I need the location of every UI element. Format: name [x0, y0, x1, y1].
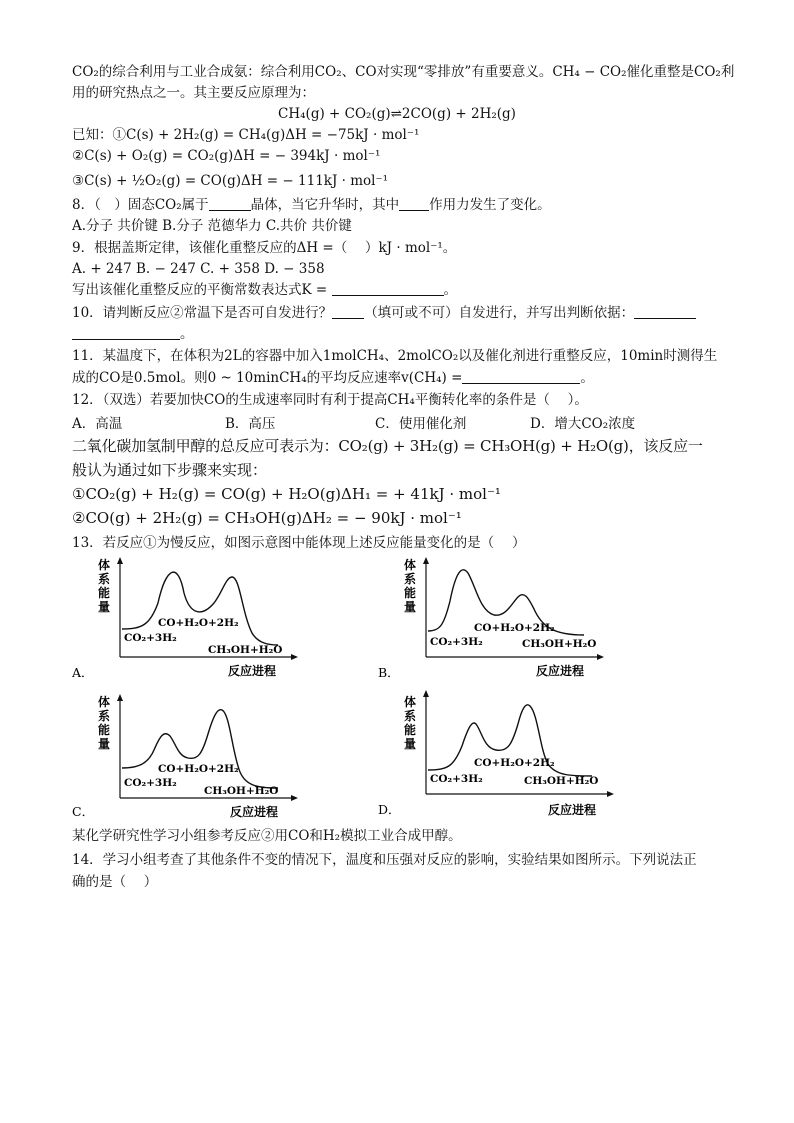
known-reaction-1: 已知：①C(s) + 2H₂(g) = CH₄(g)ΔH = −75kJ · mol⁻¹	[72, 127, 420, 143]
diagram-d-ylabel-1: 体	[404, 695, 417, 709]
question-8	[72, 195, 722, 215]
q12-option-c: C．使用催化剂	[375, 416, 467, 432]
diagram-b-product: CH₃OH+H₂O	[522, 638, 597, 650]
q10-stem-b: （填可或不可）自发进行，并写出判断依据：	[364, 305, 635, 321]
diagram-b-reactant: CO₂+3H₂	[430, 636, 483, 648]
diagram-c-ylabel-2: 系	[98, 709, 111, 723]
q10-blank-3[interactable]	[72, 325, 180, 340]
q10-line-2	[72, 324, 722, 344]
q10-end: 。	[180, 326, 194, 342]
question-9: 9．根据盖斯定律，该催化重整反应的ΔH =（ ）kJ · mol⁻¹。	[72, 240, 457, 256]
diagram-a-y-arrow	[117, 557, 123, 564]
energy-diagram-b	[378, 553, 618, 683]
section3-line-1: 某化学研究性学习小组参考反应②用CO和H₂模拟工业合成甲醇。	[72, 828, 462, 844]
energy-diagram-c	[72, 690, 312, 820]
diagram-d-ylabel-4: 量	[404, 737, 417, 751]
diagram-b-ylabel-3: 能	[404, 586, 417, 600]
section2-line-2: 般认为通过如下步骤来实现：	[72, 461, 268, 479]
diagram-d-x-arrow	[607, 791, 614, 797]
intro-line-2: 用的研究热点之一。其主要反应原理为：	[72, 85, 315, 101]
diagram-a-ylabel-3: 能	[98, 586, 111, 600]
question-13: 13．若反应①为慢反应，如图示意图中能体现上述反应能量变化的是（ ）	[72, 535, 526, 551]
diagram-d-letter: D．	[378, 802, 401, 817]
q11-line-2	[72, 368, 722, 388]
diagram-d-ylabel-2: 系	[404, 709, 417, 723]
question-12: 12．（双选）若要加快CO的生成速率同时有利于提高CH₄平衡转化率的条件是（ ）。	[72, 392, 588, 408]
diagram-b-x-arrow	[597, 654, 604, 660]
diagram-b-intermediate: CO+H₂O+2H₂	[474, 622, 555, 634]
diagram-c-reactant: CO₂+3H₂	[124, 777, 177, 789]
diagram-c-xlabel: 反应进程	[230, 805, 279, 819]
diagram-c-product: CH₃OH+H₂O	[204, 785, 279, 797]
diagram-b-y-arrow	[423, 557, 429, 564]
diagram-d-intermediate: CO+H₂O+2H₂	[474, 757, 555, 769]
section2-step-2: ②CO(g) + 2H₂(g) = CH₃OH(g)ΔH₂ = − 90kJ · mol⁻¹	[72, 509, 462, 527]
diagram-d-reactant: CO₂+3H₂	[430, 773, 483, 785]
q9-k-blank[interactable]	[332, 281, 444, 296]
known-reaction-3: ③C(s) + ½O₂(g) = CO(g)ΔH = − 111kJ · mol⁻¹	[72, 173, 389, 189]
section2-line-1: 二氧化碳加氢制甲醇的总反应可表示为：CO₂(g) + 3H₂(g) = CH₃OH(g) + H₂O(g)，该反应一	[72, 437, 703, 455]
q14-line-1: 14．学习小组考查了其他条件不变的情况下，温度和压强对反应的影响，实验结果如图所示。下列说法正	[72, 852, 697, 868]
diagram-a-reactant: CO₂+3H₂	[124, 632, 177, 644]
diagram-c-letter: C．	[72, 804, 95, 819]
q12-option-d: D．增大CO₂浓度	[530, 416, 636, 432]
diagram-d-product: CH₃OH+H₂O	[524, 775, 599, 787]
diagram-c-x-arrow	[291, 795, 298, 801]
q8-stem-b: 晶体，当它升华时，其中	[250, 197, 400, 213]
question-10	[72, 303, 722, 323]
q11-line-1: 11．某温度下，在体积为2L的容器中加入1molCH₄、2molCO₂以及催化剂进行重整反应，10min时测得生	[72, 348, 718, 364]
main-equation: CH₄(g) + CO₂(g)⇌2CO(g) + 2H₂(g)	[278, 106, 516, 122]
q8-stem-c: 作用力发生了变化。	[429, 197, 551, 213]
diagram-a-xlabel: 反应进程	[228, 664, 277, 678]
diagram-c-ylabel-4: 量	[98, 737, 111, 751]
diagram-a-ylabel-4: 量	[98, 600, 111, 614]
q9-k-expression	[72, 280, 722, 300]
q11-blank[interactable]	[462, 369, 580, 384]
q8-blank-1[interactable]	[209, 196, 251, 211]
q9-options: A. + 247 B. − 247 C. + 358 D. − 358	[72, 261, 325, 277]
q14-line-2: 确的是（ ）	[72, 874, 158, 890]
diagram-c-intermediate: CO+H₂O+2H₂	[158, 763, 239, 775]
q12-option-b: B．高压	[225, 416, 276, 432]
diagram-c-y-arrow	[117, 694, 123, 701]
diagram-a-product: CH₃OH+H₂O	[208, 644, 283, 656]
diagram-b-xlabel: 反应进程	[536, 664, 585, 678]
section2-step-1: ①CO₂(g) + H₂(g) = CO(g) + H₂O(g)ΔH₁ = + 41kJ · mol⁻¹	[72, 485, 501, 503]
diagram-d-xlabel: 反应进程	[548, 803, 597, 817]
diagram-b-ylabel-1: 体	[404, 558, 417, 572]
diagram-b-letter: B．	[378, 665, 400, 680]
q8-options: A.分子 共价键 B.分子 范德华力 C.共价 共价键	[72, 218, 352, 234]
q8-blank-2[interactable]	[399, 196, 429, 211]
energy-diagram-a	[72, 553, 312, 683]
diagram-b-ylabel-2: 系	[404, 572, 417, 586]
diagram-c-ylabel-1: 体	[98, 695, 111, 709]
diagram-a-ylabel-2: 系	[98, 572, 111, 586]
diagram-d-ylabel-3: 能	[404, 723, 417, 737]
q10-stem-a: 10．请判断反应②常温下是否可自发进行？	[72, 305, 333, 321]
diagram-a-x-arrow	[291, 654, 298, 660]
diagram-a-letter: A．	[72, 665, 94, 680]
q10-blank-1[interactable]	[332, 304, 364, 319]
q12-option-a: A．高温	[72, 416, 123, 432]
q8-stem-a: 8．（ ）固态CO₂属于	[72, 197, 209, 213]
q11-line-2-text: 成的CO是0.5mol。则0 ~ 10minCH₄的平均反应速率v(CH₄) =	[72, 370, 463, 386]
diagram-d-y-arrow	[423, 690, 429, 697]
diagram-b-ylabel-4: 量	[404, 600, 417, 614]
q10-blank-2[interactable]	[634, 304, 696, 319]
diagram-a-ylabel-1: 体	[98, 558, 111, 572]
diagram-a-intermediate: CO+H₂O+2H₂	[158, 617, 239, 629]
q9-k-end: 。	[443, 282, 457, 298]
energy-diagram-d	[378, 690, 628, 820]
intro-line-1: CO₂的综合利用与工业合成氨：综合利用CO₂、CO对实现“零排放”有重要意义。CH₄ − CO₂催化重整是CO₂利	[72, 64, 735, 80]
diagram-c-ylabel-3: 能	[98, 723, 111, 737]
q11-end: 。	[580, 370, 594, 386]
known-reaction-2: ②C(s) + O₂(g) = CO₂(g)ΔH = − 394kJ · mol⁻¹	[72, 148, 381, 164]
q9-k-text: 写出该催化重整反应的平衡常数表达式K =	[72, 282, 328, 298]
